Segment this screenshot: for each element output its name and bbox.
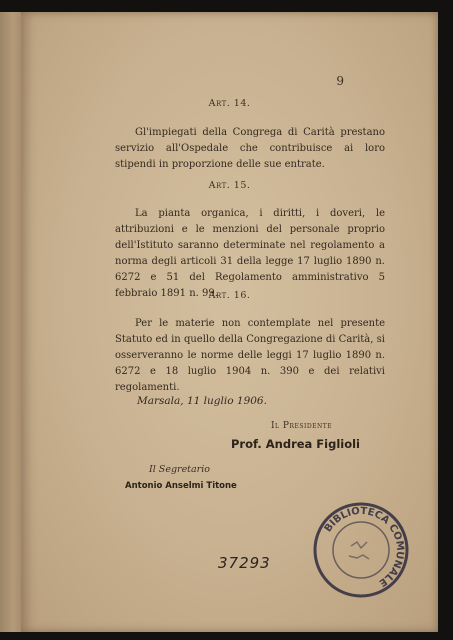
president-title: Il Presidente (271, 421, 333, 431)
article-heading: Art. 16. (208, 290, 251, 301)
secretary-title: Il Segretario (149, 464, 210, 475)
article-heading: Art. 14. (208, 98, 251, 109)
stamp-text: BIBLIOTECA COMUNALE (322, 505, 406, 589)
document-page (21, 12, 438, 632)
article-text: La pianta organica, i diritti, i doveri, le attribuzioni e le menzioni del personale proprio dell'Istituto saranno determinate nel regolamento a norma degli articoli 31 della legge 17 luglio 1890 n. 6272 e 51 del Regolamento amministrativo 5 febbraio 1891 n. 99. (115, 208, 385, 299)
president-name: Prof. Andrea Figlioli (231, 437, 360, 451)
article-text: Gl'impiegati della Congrega di Carità prestano servizio all'Ospedale che contribuisce ai loro stipendi in proporzione delle sue entrate. (115, 127, 385, 170)
article-text: Per le materie non contemplate nel presente Statuto ed in quello della Congregazione di Carità, si osserveranno le norme delle leggi 17 luglio 1890 n. 6272 e 18 luglio 1904 n. 390 e dei relativi regolamenti. (115, 318, 385, 393)
article-heading: Art. 15. (208, 180, 251, 191)
place-and-date: Marsala, 11 luglio 1906. (137, 395, 267, 407)
page-number: 9 (336, 74, 344, 88)
inventory-number: 37293 (218, 554, 271, 572)
secretary-name: Antonio Anselmi Titone (125, 481, 237, 491)
library-stamp (311, 500, 411, 600)
facing-page-edge (0, 12, 23, 632)
